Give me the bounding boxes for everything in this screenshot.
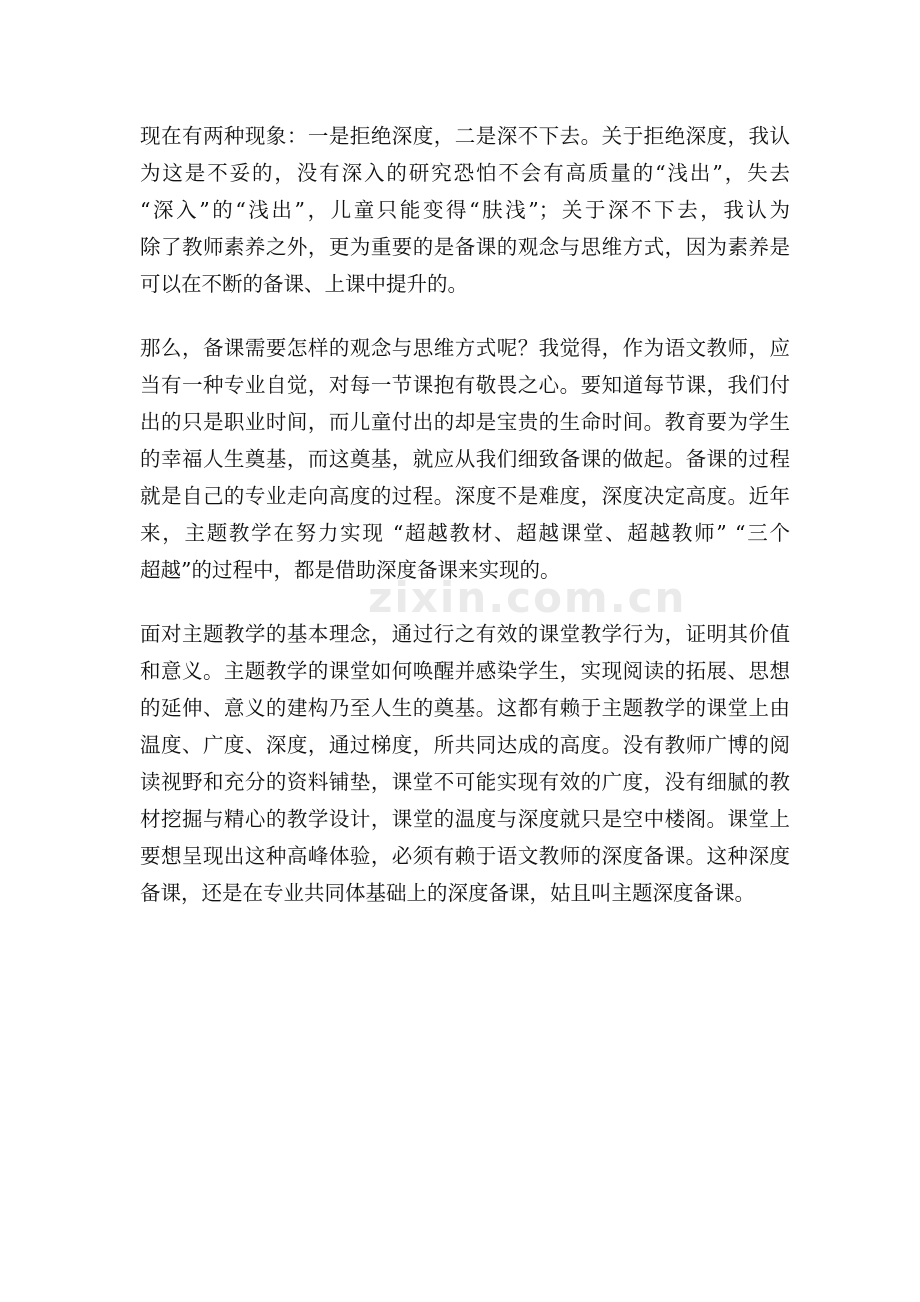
paragraph-1 [140,118,790,303]
text-line: 的延伸、意义的建构乃至人生的奠基。这都有赖于主题教学的课堂上由 [140,696,790,720]
text-line: 要想呈现出这种高峰体验，必须有赖于语文教师的深度备课。这种深度 [140,844,790,868]
text-line: 材挖掘与精心的教学设计，课堂的温度与深度就只是空中楼阁。课堂上 [140,807,790,831]
document-body [140,118,790,939]
text-line: 的幸福人生奠基，而这奠基，就应从我们细致备课的做起。备课的过程 [140,447,790,471]
text-line: 读视野和充分的资料铺垫，课堂不可能实现有效的广度，没有细腻的教 [140,770,790,794]
text-line: 当有一种专业自觉，对每一节课抱有敬畏之心。要知道每节课，我们付 [140,373,790,397]
text-line: “深入”的“浅出”，儿童只能变得“肤浅”；关于深不下去，我认为 [140,198,790,222]
text-line: 超越”的过程中，都是借助深度备课来实现的。 [140,558,561,582]
text-line: 那么，备课需要怎样的观念与思维方式呢？我觉得，作为语文教师，应 [140,336,790,360]
paragraph-2 [140,330,790,589]
text-line: 面对主题教学的基本理念，通过行之有效的课堂教学行为，证明其价值 [140,622,790,646]
text-line: 除了教师素养之外，更为重要的是备课的观念与思维方式，因为素养是 [140,235,790,259]
text-line: 出的只是职业时间，而儿童付出的却是宝贵的生命时间。教育要为学生 [140,410,790,434]
text-line: 备课，还是在专业共同体基础上的深度备课，姑且叫主题深度备课。 [140,881,755,905]
watermark-logo: zixin.com.cn [368,573,687,622]
paragraph-3 [140,616,790,912]
text-line: 温度、广度、深度，通过梯度，所共同达成的高度。没有教师广博的阅 [140,733,790,757]
text-line: 可以在不断的备课、上课中提升的。 [140,272,468,296]
text-line: 和意义。主题教学的课堂如何唤醒并感染学生，实现阅读的拓展、思想 [140,659,790,683]
text-line: 来，主题教学在努力实现 “超越教材、超越课堂、超越教师” “三个 [140,521,790,545]
text-line: 就是自己的专业走向高度的过程。深度不是难度，深度决定高度。近年 [140,484,790,508]
text-line: 现在有两种现象：一是拒绝深度，二是深不下去。关于拒绝深度，我认 [140,124,790,148]
text-line: 为这是不妥的，没有深入的研究恐怕不会有高质量的“浅出”，失去 [140,161,790,185]
